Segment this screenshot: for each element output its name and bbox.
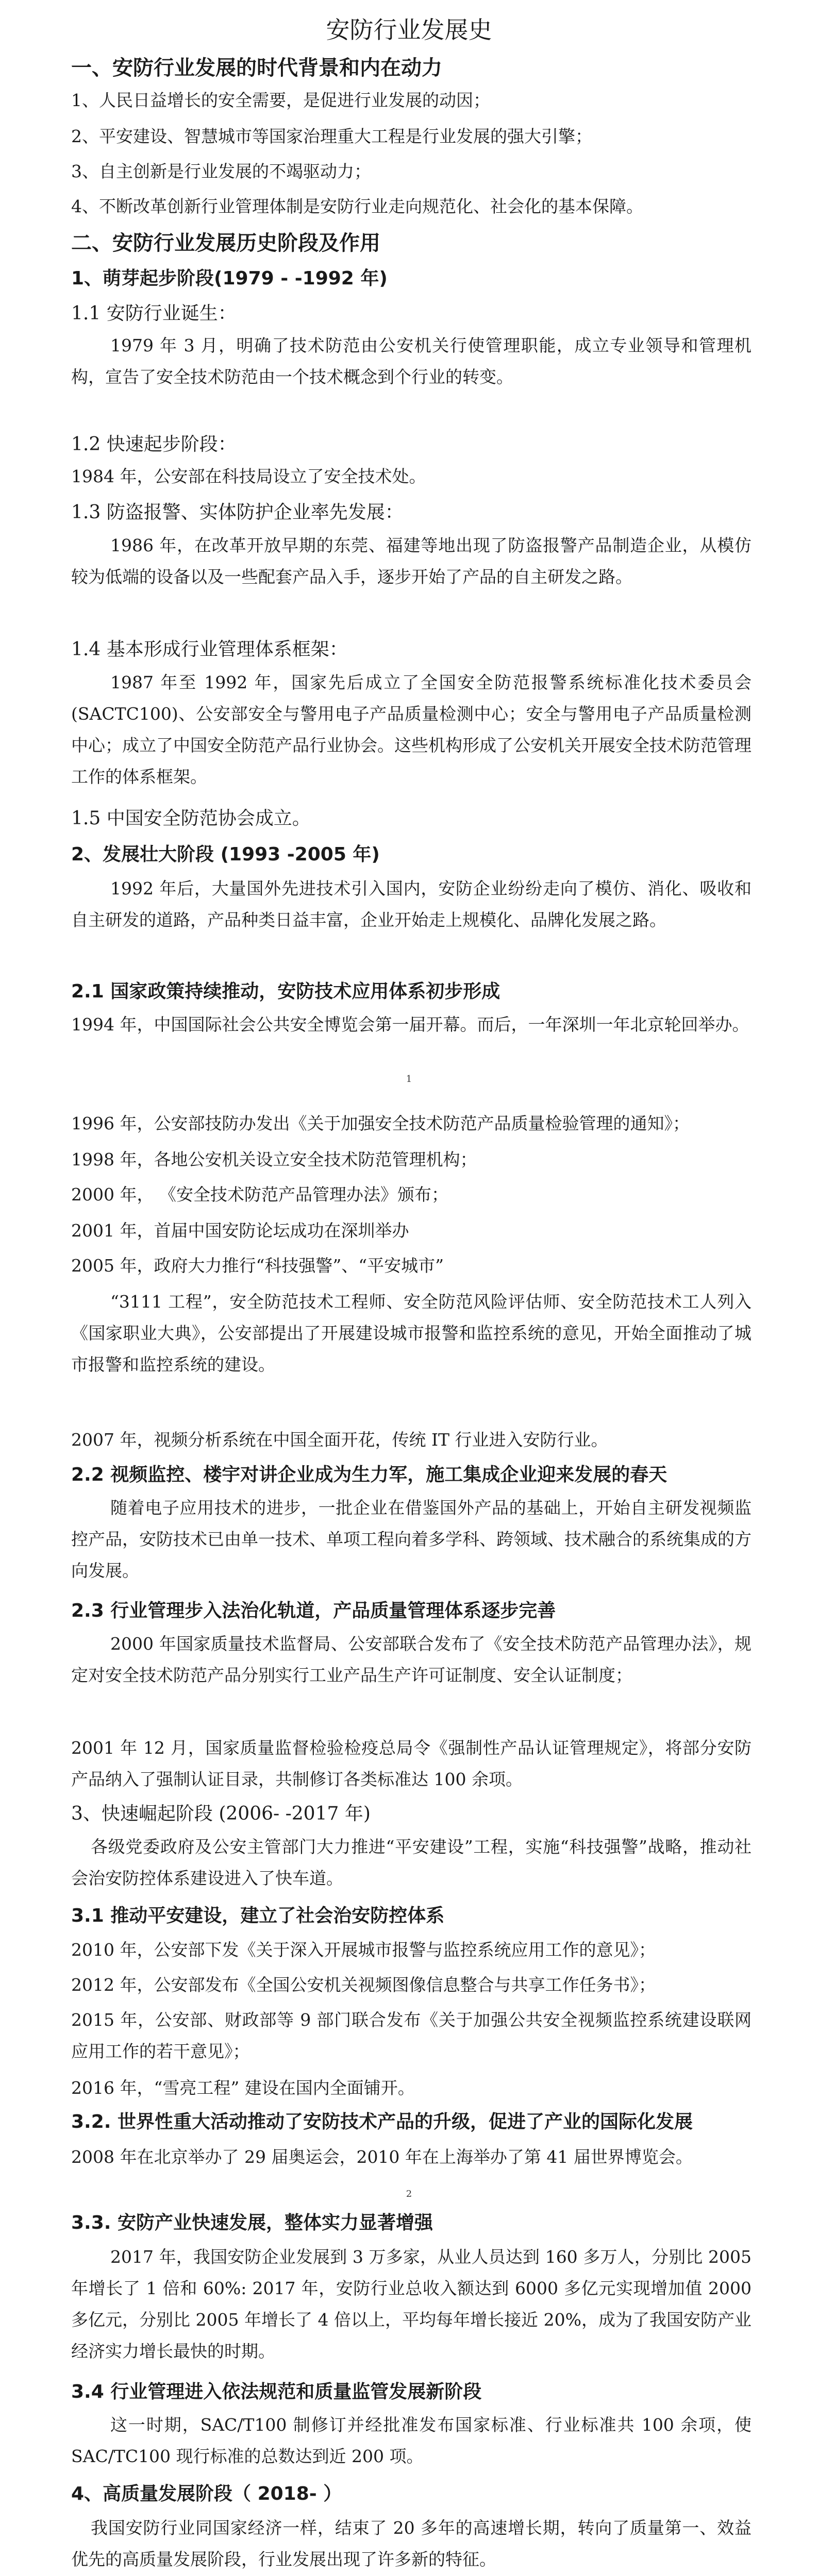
paragraph: 这一时期，SAC/T100 制修订并经批准发布国家标准、行业标准共 100 余项，使 SAC/TC100 现行标准的总数达到近 200 项。 — [71, 2415, 752, 2466]
paragraph: 2001 年，首届中国安防论坛成功在深圳举办 — [71, 1221, 409, 1241]
paragraph: 1998 年，各地公安机关设立安全技术防范管理机构； — [71, 1149, 477, 1170]
list-item: 4、不断改革创新行业管理体制是安防行业走向规范化、社会化的基本保障。 — [71, 196, 643, 216]
paragraph: 2000 年， 《安全技术防范产品管理办法》颁布； — [71, 1184, 448, 1205]
paragraph: 1994 年，中国国际社会公共安全博览会第一届开幕。而后，一年深圳一年北京轮回举办。 — [71, 1014, 749, 1035]
section-heading-2: 二、安防行业发展历史阶段及作用 — [71, 231, 380, 255]
paragraph: 1992 年后，大量国外先进技术引入国内，安防企业纷纷走向了模仿、消化、吸收和自主研发的道路，产品种类日益丰富，企业开始走上规模化、品牌化发展之路。 — [71, 878, 752, 930]
page-number: 1 — [406, 1074, 412, 1084]
subheading: 1.3 防盗报警、实体防护企业率先发展： — [71, 502, 404, 523]
paragraph: 1984 年，公安部在科技局设立了安全技术处。 — [71, 466, 426, 486]
paragraph: 1979 年 3 月，明确了技术防范由公安机关行使管理职能，成立专业领导和管理机构，宣告了安全技术防范由一个技术概念到个行业的转变。 — [71, 335, 752, 387]
subheading: 1.4 基本形成行业管理体系框架： — [71, 639, 348, 660]
paragraph: 2008 年在北京举办了 29 届奥运会，2010 年在上海举办了第 41 届世界博览会。 — [71, 2147, 693, 2167]
subheading: 3.3. 安防产业快速发展，整体实力显著增强 — [71, 2212, 433, 2233]
paragraph: 2015 年，公安部、财政部等 9 部门联合发布《关于加强公共安全视频监控系统建设联网应用工作的若干意见》； — [71, 2010, 752, 2061]
list-item: 3、自主创新是行业发展的不竭驱动力； — [71, 161, 371, 181]
paragraph: 我国安防行业同国家经济一样，结束了 20 多年的高速增长期，转向了质量第一、效益优先的高质量发展阶段，行业发展出现了许多新的特征。 — [71, 2518, 752, 2569]
paragraph: 1987 年至 1992 年，国家先后成立了全国安全防范报警系统标准化技术委员会(SACTC100)、公安部安全与警用电子产品质量检测中心；安全与警用电子产品质量检测中心；成立了中国安全防范产品行业协会。这些机构形成了公安机关开展安全技术防范管理工作的体系框架。 — [71, 672, 752, 787]
stage-heading-4: 4、高质量发展阶段（ 2018- ） — [71, 2483, 342, 2504]
subheading: 1.1 安防行业诞生： — [71, 303, 237, 324]
paragraph: “3111 工程”，安全防范技术工程师、安全防范风险评估师、安全防范技术工人列入《国家职业大典》，公安部提出了开展建设城市报警和监控系统的意见，开始全面推动了城市报警和监控系统的建设。 — [71, 1292, 752, 1375]
paragraph: 2007 年，视频分析系统在中国全面开花，传统 IT 行业进入安防行业。 — [71, 1430, 608, 1450]
subheading: 2.2 视频监控、楼宇对讲企业成为生力军，施工集成企业迎来发展的春天 — [71, 1464, 667, 1485]
stage-heading-1: 1、萌芽起步阶段(1979 - -1992 年) — [71, 268, 388, 289]
subheading: 3.1 推动平安建设，建立了社会治安防控体系 — [71, 1905, 445, 1926]
paragraph: 2005 年，政府大力推行“科技强警”、“平安城市” — [71, 1256, 444, 1276]
stage-heading-3: 3、快速崛起阶段 (2006- -2017 年) — [71, 1803, 371, 1824]
paragraph: 随着电子应用技术的进步，一批企业在借鉴国外产品的基础上，开始自主研发视频监控产品，安防技术已由单一技术、单项工程向着多学科、跨领域、技术融合的系统集成的方向发展。 — [71, 1498, 752, 1581]
page-number: 2 — [406, 2189, 412, 2199]
paragraph: 2010 年，公安部下发《关于深入开展城市报警与监控系统应用工作的意见》； — [71, 1940, 656, 1960]
list-item: 1、人民日益增长的安全需要，是促进行业发展的动因； — [71, 90, 490, 110]
paragraph: 1996 年，公安部技防办发出《关于加强安全技术防范产品质量检验管理的通知》； — [71, 1113, 690, 1133]
paragraph: 2012 年，公安部发布《全国公安机关视频图像信息整合与共享工作任务书》； — [71, 1975, 656, 1995]
subheading: 1.5 中国安全防范协会成立。 — [71, 808, 311, 829]
paragraph: 2000 年国家质量技术监督局、公安部联合发布了《安全技术防范产品管理办法》，规定对安全技术防范产品分别实行工业产品生产许可证制度、安全认证制度； — [71, 1634, 752, 1685]
subheading: 3.2. 世界性重大活动推动了安防技术产品的升级，促进了产业的国际化发展 — [71, 2111, 693, 2132]
page-title: 安防行业发展史 — [326, 16, 492, 44]
paragraph: 2001 年 12 月，国家质量监督检验检疫总局令《强制性产品认证管理规定》，将部分安防产品纳入了强制认证目录，共制修订各类标准达 100 余项。 — [71, 1738, 752, 1789]
paragraph: 2016 年，“雪亮工程” 建设在国内全面铺开。 — [71, 2078, 415, 2098]
paragraph: 各级党委政府及公安主管部门大力推进“平安建设”工程，实施“科技强警”战略，推动社会治安防控体系建设进入了快车道。 — [71, 1837, 752, 1888]
section-heading-1: 一、安防行业发展的时代背景和内在动力 — [71, 56, 442, 80]
subheading: 2.3 行业管理步入法治化轨道，产品质量管理体系逐步完善 — [71, 1600, 556, 1621]
paragraph: 1986 年，在改革开放早期的东莞、福建等地出现了防盗报警产品制造企业，从模仿较为低端的设备以及一些配套产品入手，逐步开始了产品的自主研发之路。 — [71, 535, 752, 587]
stage-heading-2: 2、发展壮大阶段 (1993 -2005 年) — [71, 844, 380, 865]
subheading: 1.2 快速起步阶段： — [71, 434, 237, 455]
subheading: 3.4 行业管理进入依法规范和质量监管发展新阶段 — [71, 2381, 482, 2402]
subheading: 2.1 国家政策持续推动，安防技术应用体系初步形成 — [71, 981, 500, 1002]
list-item: 2、平安建设、智慧城市等国家治理重大工程是行业发展的强大引擎； — [71, 126, 592, 146]
paragraph: 2017 年，我国安防企业发展到 3 万多家，从业人员达到 160 多万人，分别比 2005 年增长了 1 倍和 60%: 2017 年，安防行业总收入额达到 6000 多亿元实现增加值 2000 多亿元，分别比 2005 年增长了 4 倍以上，平均每年增长接近 20%，成为了我国安防产业经济实力增长最快的时期。 — [71, 2247, 752, 2361]
